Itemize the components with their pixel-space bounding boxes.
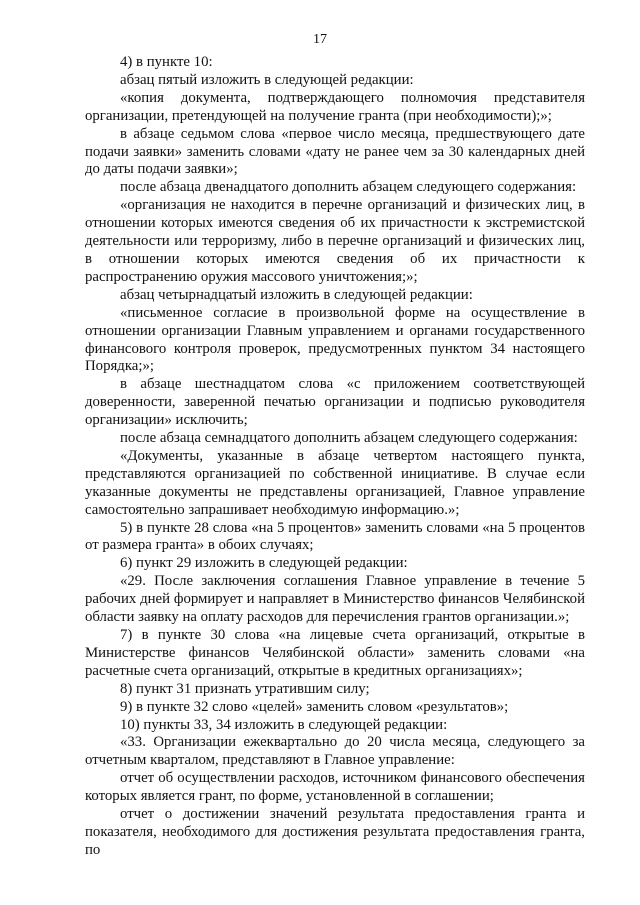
paragraph: 10) пункты 33, 34 изложить в следующей редакции: xyxy=(120,716,448,733)
paragraph: после абзаца двенадцатого дополнить абзацем следующего содержания: xyxy=(120,179,577,196)
paragraph: после абзаца семнадцатого дополнить абзацем следующего содержания: xyxy=(120,430,578,447)
paragraph: 9) в пункте 32 слово «целей» заменить словом «результатов»; xyxy=(120,698,509,715)
paragraph: 4) в пункте 10: xyxy=(120,54,213,70)
paragraph: в абзаце шестнадцатом слова «с приложением соответствующей доверенности, заверенной печатью организации и подписью руководителя организации» исключить; xyxy=(85,376,585,429)
paragraph: 5) в пункте 28 слова «на 5 процентов» заменить словами «на 5 процентов от размера гранта» в обоих случаях; xyxy=(85,519,585,554)
paragraph: в абзаце седьмом слова «первое число месяца, предшествующего дате подачи заявки» заменить словами «дату не ранее чем за 30 календарных дней до даты подачи заявки»; xyxy=(85,125,585,178)
paragraph: отчет о достижении значений результата предоставления гранта и показателя, необходимого для достижения результата предоставления гранта, по xyxy=(85,806,585,858)
page-number: 17 xyxy=(313,32,327,47)
paragraph: отчет об осуществлении расходов, источником финансового обеспечения которых является грант, по форме, установленной в соглашении; xyxy=(85,770,585,805)
document-body xyxy=(85,54,585,860)
paragraph: «29. После заключения соглашения Главное управление в течение 5 рабочих дней формирует и направляет в Министерство финансов Челябинской области заявку на оплату расходов для перечисления грантов организации.»; xyxy=(85,573,585,626)
paragraph: «Документы, указанные в абзаце четвертом настоящего пункта, представляются организацией по собственной инициативе. В случае если указанные документы не представлены организацией, Главное управление самостоятельно запрашивает необходимую информацию.»; xyxy=(85,447,585,518)
paragraph: «организация не находится в перечне организаций и физических лиц, в отношении которых имеются сведения об их причастности к экстремистской деятельности или терроризму, либо в перечне организаций и физических лиц, в отношении которых имеются сведения об их причастности к распространению оружия массового уничтожения;»; xyxy=(85,197,585,285)
paragraph: «33. Организации ежеквартально до 20 числа месяца, следующего за отчетным кварталом, представляют в Главное управление: xyxy=(85,734,585,769)
paragraph: абзац четырнадцатый изложить в следующей редакции: xyxy=(120,286,473,303)
paragraph: 8) пункт 31 признать утратившим силу; xyxy=(120,680,370,697)
paragraph: 7) в пункте 30 слова «на лицевые счета организаций, открытые в Министерстве финансов Челябинской области» заменить словами «на расчетные счета организаций, открытые в кредитных организациях»; xyxy=(85,627,585,679)
paragraph: 6) пункт 29 изложить в следующей редакции: xyxy=(120,555,408,572)
paragraph: «письменное согласие в произвольной форме на осуществление в отношении организации Главным управлением и органами государственного финансового контроля проверок, предусмотренных пунктом 34 настоящего Порядка;»; xyxy=(85,304,585,375)
paragraph: абзац пятый изложить в следующей редакции: xyxy=(120,71,414,88)
paragraph: «копия документа, подтверждающего полномочия представителя организации, претендующей на получение гранта (при необходимости);»; xyxy=(85,89,585,124)
